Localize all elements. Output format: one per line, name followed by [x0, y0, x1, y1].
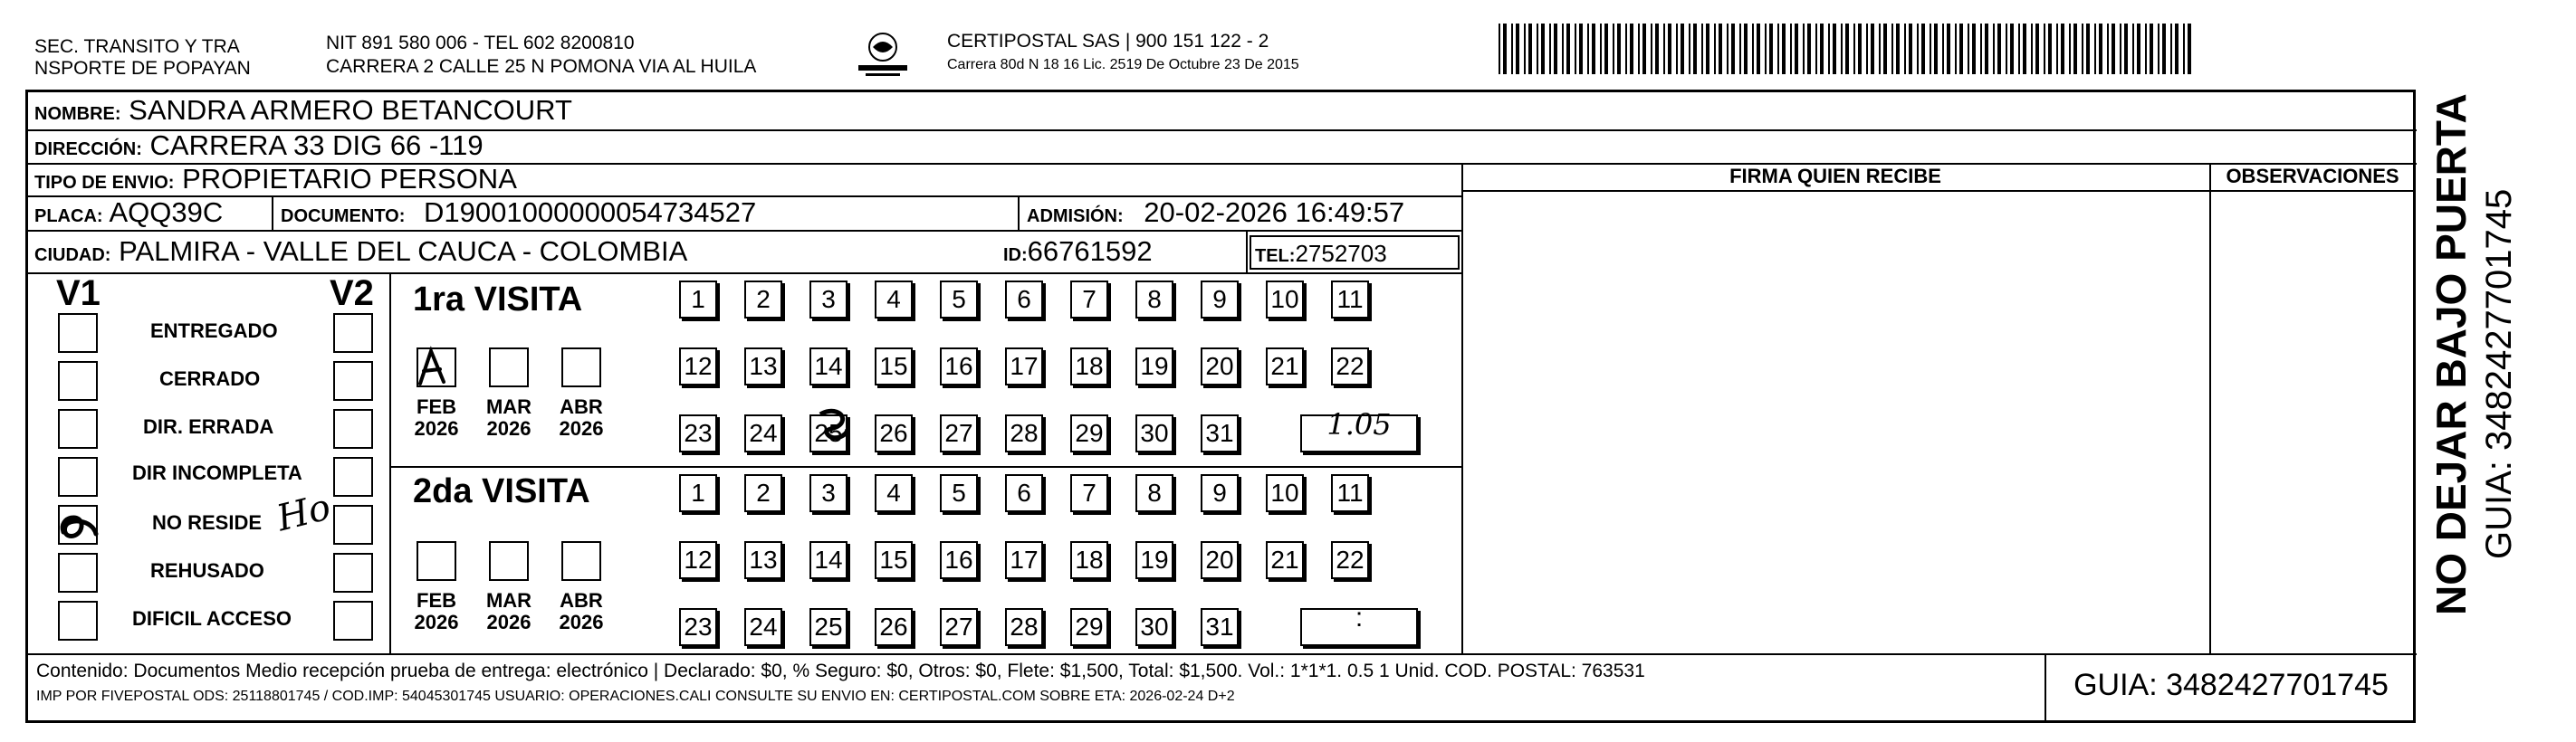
- nombre-row: [34, 94, 572, 130]
- observaciones-header: OBSERVACIONES: [2226, 165, 2399, 187]
- admision-cell: [1027, 196, 1404, 233]
- second-visit-day-28[interactable]: 28: [1005, 608, 1043, 646]
- first-visit-day-16[interactable]: 16: [940, 347, 978, 385]
- second-visit-day-27[interactable]: 27: [940, 608, 978, 646]
- v1-checkbox-rehusado[interactable]: [58, 553, 98, 593]
- v2-header: V2: [330, 273, 374, 313]
- barcode-bar: [2023, 24, 2026, 74]
- v2-checkbox-dir-incompleta[interactable]: [333, 457, 373, 497]
- barcode-bar: [1980, 24, 1982, 74]
- barcode-bar: [1934, 24, 1938, 74]
- first-visit-title: 1ra VISITA: [413, 281, 583, 319]
- barcode-bar: [1853, 24, 1855, 74]
- barcode-bar: [2044, 24, 2045, 74]
- barcode-bar: [1752, 24, 1754, 74]
- barcode-bar: [1828, 24, 1830, 74]
- barcode-bar: [1815, 24, 1817, 74]
- first-visit-day-11[interactable]: 11: [1331, 281, 1369, 319]
- first-visit-day-29[interactable]: 29: [1070, 414, 1108, 452]
- side-guia: GUIA: 3482427701745: [2479, 188, 2519, 559]
- barcode-bar: [1714, 24, 1716, 74]
- rule: [1018, 195, 1020, 230]
- side-warning: NO DEJAR BAJO PUERTA: [2428, 93, 2475, 615]
- barcode-bar: [2145, 24, 2147, 74]
- barcode-bar: [2056, 24, 2058, 74]
- sender-nit: NIT 891 580 006 - TEL 602 8200810: [326, 33, 635, 53]
- barcode-bar: [1803, 24, 1805, 74]
- id-cell: [1003, 235, 1153, 271]
- status-label-dificil-acceso: DIFICIL ACCESO: [132, 607, 292, 630]
- first-visit-hour: 1.05: [1326, 407, 1392, 442]
- second-visit-day-6[interactable]: 6: [1005, 474, 1043, 512]
- barcode-bar: [1917, 24, 1919, 74]
- first-visit-day-5[interactable]: 5: [940, 281, 978, 319]
- handwritten-annotation: Ho: [273, 486, 335, 540]
- barcode-bar: [2175, 24, 2179, 74]
- ciudad-value: PALMIRA - VALLE DEL CAUCA - COLOMBIA: [119, 235, 688, 267]
- barcode-bar: [2082, 24, 2083, 74]
- first-visit-day-4[interactable]: 4: [875, 281, 913, 319]
- first-visit-day-19[interactable]: 19: [1135, 347, 1173, 385]
- barcode-bar: [2158, 24, 2159, 74]
- barcode-bar: [1921, 24, 1925, 74]
- barcode-bar: [1516, 24, 1519, 74]
- day-25-scribble: [815, 405, 853, 443]
- tipo-row: [34, 163, 517, 199]
- second-visit-day-30[interactable]: 30: [1135, 608, 1173, 646]
- barcode-bar: [1638, 24, 1640, 74]
- barcode-bar: [1549, 24, 1551, 74]
- barcode-bar: [1613, 24, 1614, 74]
- barcode-bar: [1993, 24, 1995, 74]
- direccion-row: [34, 129, 484, 166]
- first-visit-month-mar: MAR 2026: [485, 395, 532, 440]
- barcode-bar: [1511, 24, 1513, 74]
- barcode-bar: [1858, 24, 1862, 74]
- barcode-bar: [1575, 24, 1576, 74]
- barcode-bar: [2048, 24, 2052, 74]
- second-visit-month-abr: ABR 2026: [559, 589, 604, 633]
- barcode-bar: [2094, 24, 2096, 74]
- ciudad-cell: [34, 235, 687, 271]
- rule: [26, 272, 1461, 274]
- barcode-bar: [2006, 24, 2007, 74]
- admision-value: 20-02-2026 16:49:57: [1144, 196, 1405, 228]
- barcode-bar: [1587, 24, 1589, 74]
- first-visit-day-13[interactable]: 13: [744, 347, 782, 385]
- barcode-bar: [1782, 24, 1786, 74]
- second-visit-day-13[interactable]: 13: [744, 541, 782, 579]
- v1-checkbox-entregado[interactable]: [58, 313, 98, 353]
- barcode-bar: [2162, 24, 2166, 74]
- first-visit-month-abr-box[interactable]: [561, 347, 601, 387]
- status-label-no-reside: NO RESIDE: [152, 511, 263, 534]
- barcode-bar: [1562, 24, 1564, 74]
- footer-guia: GUIA: 3482427701745: [2073, 668, 2389, 702]
- first-visit-day-17[interactable]: 17: [1005, 347, 1043, 385]
- admision-label: ADMISIÓN:: [1027, 206, 1124, 226]
- first-visit-month-feb: FEB 2026: [414, 395, 459, 440]
- rule: [389, 466, 1461, 468]
- barcode-bar: [1719, 24, 1722, 74]
- footer-print-info: IMP POR FIVEPOSTAL ODS: 25118801745 / COD.IMP: 54045301745 USUARIO: OPERACIONES.CALI CONSULTE SU ENVIO EN: CERTIPOSTAL.COM SOBRE ETA: 2026-02-24 D+2: [36, 689, 1235, 704]
- barcode-bar: [2031, 24, 2033, 74]
- first-visit-month-mar-box[interactable]: [489, 347, 529, 387]
- barcode-bar: [1841, 24, 1843, 74]
- status-label-entregado: ENTREGADO: [150, 319, 278, 342]
- first-visit-day-31[interactable]: 31: [1201, 414, 1239, 452]
- first-visit-day-7[interactable]: 7: [1070, 281, 1108, 319]
- barcode-bar: [1985, 24, 1988, 74]
- second-visit-day-4[interactable]: 4: [875, 474, 913, 512]
- barcode-bar: [1879, 24, 1881, 74]
- v2-checkbox-dificil-acceso[interactable]: [333, 601, 373, 641]
- second-visit-day-11[interactable]: 11: [1331, 474, 1369, 512]
- first-visit-day-20[interactable]: 20: [1201, 347, 1239, 385]
- rule: [1246, 230, 1248, 272]
- status-label-cerrado: CERRADO: [159, 367, 261, 390]
- sender-name-line1: SEC. TRANSITO Y TRA: [34, 36, 240, 57]
- barcode-bar: [1566, 24, 1570, 74]
- barcode-bar: [2150, 24, 2153, 74]
- barcode-bar: [1537, 24, 1538, 74]
- first-visit-day-2[interactable]: 2: [744, 281, 782, 319]
- ciudad-label: CIUDAD:: [34, 245, 111, 265]
- sender-name-line2: NSPORTE DE POPAYAN: [34, 58, 251, 79]
- barcode-bar: [1617, 24, 1621, 74]
- barcode-bar: [1807, 24, 1811, 74]
- barcode-bar: [2086, 24, 2090, 74]
- barcode-bar: [1676, 24, 1678, 74]
- sender-address: CARRERA 2 CALLE 25 N POMONA VIA AL HUILA: [326, 56, 757, 77]
- barcode-bar: [1765, 24, 1767, 74]
- v2-checkbox-cerrado[interactable]: [333, 361, 373, 401]
- second-visit-month-mar: MAR 2026: [485, 589, 532, 633]
- rule: [389, 272, 391, 653]
- second-visit-day-19[interactable]: 19: [1135, 541, 1173, 579]
- barcode-bar: [1947, 24, 1950, 74]
- barcode-bar: [1997, 24, 2001, 74]
- second-visit-day-21[interactable]: 21: [1266, 541, 1304, 579]
- first-visit-day-8[interactable]: 8: [1135, 281, 1173, 319]
- second-visit-day-18[interactable]: 18: [1070, 541, 1108, 579]
- tel-label: TEL:: [1255, 246, 1296, 266]
- barcode-bar: [1968, 24, 1969, 74]
- barcode-bar: [1727, 24, 1729, 74]
- barcode-bar: [1579, 24, 1583, 74]
- barcode-bar: [1541, 24, 1545, 74]
- barcode-bar: [1689, 24, 1690, 74]
- v2-checkbox-rehusado[interactable]: [333, 553, 373, 593]
- second-visit-day-20[interactable]: 20: [1201, 541, 1239, 579]
- barcode-bar: [1866, 24, 1868, 74]
- barcode: [1499, 24, 2200, 74]
- barcode-bar: [1524, 24, 1526, 74]
- second-visit-month-abr-box[interactable]: [561, 541, 601, 581]
- direccion-label: DIRECCIÓN:: [34, 139, 142, 159]
- first-visit-day-24[interactable]: 24: [744, 414, 782, 452]
- first-visit-day-1[interactable]: 1: [679, 281, 717, 319]
- second-visit-day-14[interactable]: 14: [809, 541, 847, 579]
- barcode-bar: [1625, 24, 1627, 74]
- barcode-bar: [1891, 24, 1893, 74]
- nombre-label: NOMBRE:: [34, 104, 121, 124]
- barcode-bar: [1554, 24, 1557, 74]
- barcode-bar: [2099, 24, 2102, 74]
- barcode-bar: [1820, 24, 1824, 74]
- firma-header: FIRMA QUIEN RECIBE: [1729, 165, 1941, 187]
- placa-label: PLACA:: [34, 206, 103, 226]
- rule: [1461, 163, 1463, 653]
- barcode-bar: [2073, 24, 2077, 74]
- second-visit-day-8[interactable]: 8: [1135, 474, 1173, 512]
- second-visit-day-24[interactable]: 24: [744, 608, 782, 646]
- second-visit-day-9[interactable]: 9: [1201, 474, 1239, 512]
- rule: [26, 653, 2417, 655]
- second-visit-hour: :: [1355, 603, 1364, 633]
- certipostal-logo: [851, 31, 915, 80]
- rule: [272, 195, 273, 230]
- barcode-bar: [2120, 24, 2121, 74]
- barcode-bar: [1739, 24, 1741, 74]
- documento-label: DOCUMENTO:: [281, 206, 406, 226]
- id-label: ID:: [1003, 245, 1028, 265]
- second-visit-month-feb: FEB 2026: [414, 589, 459, 633]
- v1-checkbox-cerrado[interactable]: [58, 361, 98, 401]
- barcode-bar: [1701, 24, 1703, 74]
- barcode-bar: [1930, 24, 1931, 74]
- barcode-bar: [1503, 24, 1507, 74]
- barcode-bar: [1668, 24, 1671, 74]
- second-visit-day-17[interactable]: 17: [1005, 541, 1043, 579]
- second-visit-day-31[interactable]: 31: [1201, 608, 1239, 646]
- barcode-bar: [1600, 24, 1602, 74]
- barcode-bar: [1904, 24, 1906, 74]
- barcode-bar: [1757, 24, 1760, 74]
- courier-license: Carrera 80d N 18 16 Lic. 2519 De Octubre 23 De 2015: [947, 57, 1299, 72]
- barcode-bar: [1604, 24, 1608, 74]
- barcode-bar: [2132, 24, 2134, 74]
- barcode-bar: [1655, 24, 1659, 74]
- first-visit-day-25[interactable]: 25: [809, 414, 847, 452]
- documento-cell: [281, 196, 756, 233]
- barcode-bar: [1833, 24, 1836, 74]
- second-visit-day-29[interactable]: 29: [1070, 608, 1108, 646]
- barcode-bar: [1777, 24, 1779, 74]
- barcode-bar: [2010, 24, 2014, 74]
- barcode-bar: [1651, 24, 1652, 74]
- barcode-bar: [1909, 24, 1912, 74]
- barcode-bar: [1706, 24, 1709, 74]
- barcode-bar: [1731, 24, 1735, 74]
- first-visit-day-10[interactable]: 10: [1266, 281, 1304, 319]
- first-visit-month-mark: [413, 344, 458, 391]
- barcode-bar: [1959, 24, 1963, 74]
- first-visit-day-15[interactable]: 15: [875, 347, 913, 385]
- barcode-bar: [2170, 24, 2172, 74]
- status-label-dir-incompleta: DIR INCOMPLETA: [132, 461, 302, 484]
- barcode-bar: [2137, 24, 2140, 74]
- second-visit-day-3[interactable]: 3: [809, 474, 847, 512]
- second-visit-day-7[interactable]: 7: [1070, 474, 1108, 512]
- barcode-bar: [1955, 24, 1957, 74]
- barcode-bar: [2061, 24, 2064, 74]
- barcode-bar: [1795, 24, 1798, 74]
- status-label-rehusado: REHUSADO: [150, 559, 264, 582]
- first-visit-day-27[interactable]: 27: [940, 414, 978, 452]
- second-visit-day-26[interactable]: 26: [875, 608, 913, 646]
- nombre-value: SANDRA ARMERO BETANCOURT: [129, 94, 572, 126]
- first-visit-day-26[interactable]: 26: [875, 414, 913, 452]
- second-visit-title: 2da VISITA: [413, 472, 590, 510]
- placa-value: AQQ39C: [109, 196, 224, 228]
- direccion-value: CARRERA 33 DIG 66 -119: [149, 129, 484, 161]
- barcode-bar: [1499, 24, 1500, 74]
- barcode-bar: [1681, 24, 1684, 74]
- barcode-bar: [1663, 24, 1665, 74]
- first-visit-day-18[interactable]: 18: [1070, 347, 1108, 385]
- id-value: 66761592: [1027, 235, 1153, 267]
- first-visit-day-6[interactable]: 6: [1005, 281, 1043, 319]
- barcode-bar: [1592, 24, 1595, 74]
- v2-checkbox-entregado[interactable]: [333, 313, 373, 353]
- barcode-bar: [1942, 24, 1944, 74]
- barcode-bar: [2188, 24, 2191, 74]
- rule: [2045, 653, 2046, 723]
- second-visit-day-16[interactable]: 16: [940, 541, 978, 579]
- barcode-bar: [2035, 24, 2039, 74]
- barcode-bar: [1693, 24, 1697, 74]
- barcode-bar: [1790, 24, 1792, 74]
- tipo-value: PROPIETARIO PERSONA: [182, 163, 517, 195]
- status-label-dir-errada: DIR. ERRADA: [143, 415, 274, 438]
- barcode-bar: [1528, 24, 1532, 74]
- first-visit-day-28[interactable]: 28: [1005, 414, 1043, 452]
- courier-name: CERTIPOSTAL SAS | 900 151 122 - 2: [947, 31, 1269, 52]
- second-visit-day-23[interactable]: 23: [679, 608, 717, 646]
- placa-cell: [34, 196, 223, 233]
- barcode-bar: [2124, 24, 2128, 74]
- signature-area[interactable]: [1465, 192, 2206, 652]
- second-visit-day-1[interactable]: 1: [679, 474, 717, 512]
- second-visit-month-mar-box[interactable]: [489, 541, 529, 581]
- barcode-bar: [2018, 24, 2020, 74]
- first-visit-day-14[interactable]: 14: [809, 347, 847, 385]
- first-visit-day-22[interactable]: 22: [1331, 347, 1369, 385]
- observations-area[interactable]: [2213, 192, 2414, 652]
- second-visit-day-22[interactable]: 22: [1331, 541, 1369, 579]
- rule: [2209, 163, 2211, 653]
- barcode-bar: [1845, 24, 1849, 74]
- tel-cell: [1255, 237, 1387, 272]
- second-visit-month-feb-box[interactable]: [417, 541, 456, 581]
- first-visit-month-abr: ABR 2026: [559, 395, 604, 440]
- barcode-bar: [1972, 24, 1976, 74]
- barcode-bar: [1642, 24, 1646, 74]
- barcode-bar: [1744, 24, 1748, 74]
- second-visit-day-2[interactable]: 2: [744, 474, 782, 512]
- second-visit-day-10[interactable]: 10: [1266, 474, 1304, 512]
- v1-checkbox-dir-incompleta[interactable]: [58, 457, 98, 497]
- second-visit-day-12[interactable]: 12: [679, 541, 717, 579]
- barcode-bar: [2183, 24, 2185, 74]
- barcode-bar: [2107, 24, 2109, 74]
- first-visit-day-3[interactable]: 3: [809, 281, 847, 319]
- tel-value: 2752703: [1295, 240, 1387, 267]
- barcode-bar: [1896, 24, 1900, 74]
- barcode-bar: [1871, 24, 1874, 74]
- v2-checkbox-dir-errada[interactable]: [333, 409, 373, 449]
- tipo-label: TIPO DE ENVIO:: [34, 173, 175, 193]
- barcode-bar: [2112, 24, 2115, 74]
- first-visit-day-12[interactable]: 12: [679, 347, 717, 385]
- v2-checkbox-no-reside[interactable]: [333, 505, 373, 545]
- barcode-bar: [1769, 24, 1773, 74]
- first-visit-day-9[interactable]: 9: [1201, 281, 1239, 319]
- barcode-bar: [2069, 24, 2071, 74]
- second-visit-day-15[interactable]: 15: [875, 541, 913, 579]
- v1-checkbox-dir-errada[interactable]: [58, 409, 98, 449]
- v1-checkbox-dificil-acceso[interactable]: [58, 601, 98, 641]
- footer-contents: Contenido: Documentos Medio recepción prueba de entrega: electrónico | Declarado: $0, % Seguro: $0, Otros: $0, Flete: $1,500, Total: $1,500. Vol.: 1*1*1. 0.5 1 Unid. COD. POSTAL: 763531: [36, 661, 1645, 681]
- barcode-bar: [1630, 24, 1633, 74]
- first-visit-day-30[interactable]: 30: [1135, 414, 1173, 452]
- first-visit-day-23[interactable]: 23: [679, 414, 717, 452]
- documento-value: D19001000000054734527: [424, 196, 757, 228]
- handwritten-check-mark: [56, 507, 100, 545]
- second-visit-day-25[interactable]: 25: [809, 608, 847, 646]
- v1-header: V1: [56, 273, 101, 313]
- first-visit-day-21[interactable]: 21: [1266, 347, 1304, 385]
- second-visit-day-5[interactable]: 5: [940, 474, 978, 512]
- barcode-bar: [1883, 24, 1887, 74]
